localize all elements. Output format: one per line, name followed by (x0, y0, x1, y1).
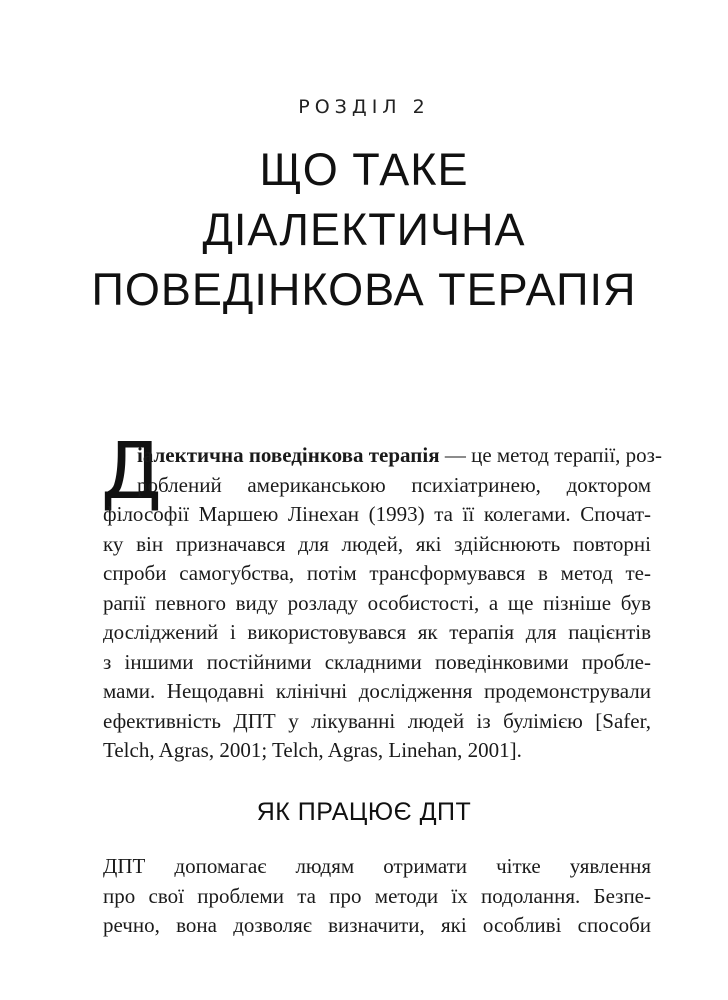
paragraph-line: філософії Маршею Лінехан (1993) та її колегами. Спочат- (103, 502, 651, 526)
bold-term: іалектична поведінкова терапія (137, 443, 440, 467)
chapter-title (0, 140, 728, 320)
paragraph-line (103, 441, 662, 471)
paragraph-line: роблений американською психіатринею, доктором (137, 472, 651, 497)
paragraph-line: рапії певного виду розладу особистості, а ще пізніше був (103, 590, 651, 615)
paragraph-line: речно, вона дозволяє визначити, які особливі способи (103, 913, 651, 937)
drop-cap: Д (101, 427, 162, 517)
paragraph-line: ку він призначався для людей, які здійснюють повторні (103, 531, 651, 556)
title-line-3: ПОВЕДІНКОВА ТЕРАПІЯ (91, 264, 637, 315)
paragraph-line: про свої проблеми та про методи їх подолання. Безпе- (103, 883, 651, 908)
paragraph-line: спроби самогубства, потім трансформувався в метод те- (103, 561, 651, 585)
title-line-1: ЩО ТАКЕ (259, 144, 469, 195)
paragraph-line: ДПТ допомагає людям отримати чітке уявлення (103, 854, 651, 878)
chapter-label: РОЗДІЛ 2 (298, 96, 430, 118)
section-heading: ЯК ПРАЦЮЄ ДПТ (256, 798, 472, 826)
paragraph-line: мами. Нещодавні клінічні дослідження продемонстрували (103, 679, 651, 703)
paragraph-line: ефективність ДПТ у лікуванні людей із булімією [Safer, (103, 708, 651, 733)
paragraph-how-it-works (103, 852, 651, 941)
paragraph-line: з іншими постійними складними поведінковими пробле- (103, 649, 651, 674)
paragraph-text: — це метод терапії, роз- (439, 443, 662, 467)
paragraph-line: досліджений і використовувався як терапія для пацієнтів (103, 620, 651, 644)
title-line-2: ДІАЛЕКТИЧНА (202, 204, 526, 255)
paragraph-intro (103, 441, 662, 766)
paragraph-line: Telch, Agras, 2001; Telch, Agras, Linehan, 2001]. (103, 738, 522, 762)
